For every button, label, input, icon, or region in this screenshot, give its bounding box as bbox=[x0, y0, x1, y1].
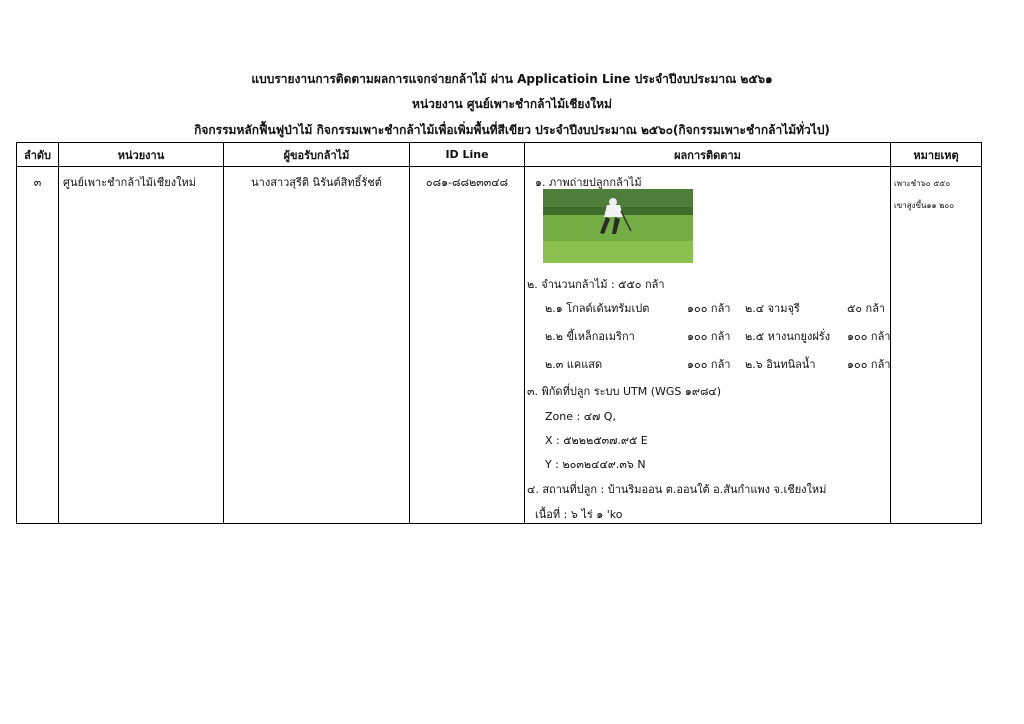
col-header-id-line: ID Line bbox=[410, 143, 525, 167]
utm-x: X : ๕๒๒๒๕๓๗.๙๕ E bbox=[545, 434, 648, 447]
item-name-1: ๒.๑ โกลด์เด้นทรัมเปต bbox=[545, 302, 650, 315]
remark-line-1: เพาะชำ๖๐ ๕๕๐ bbox=[894, 179, 951, 188]
photo-label: ๑. ภาพถ่ายปลูกกล้าไม้ bbox=[535, 176, 642, 189]
row-number: ๓ bbox=[33, 176, 42, 189]
cell-no bbox=[17, 167, 59, 524]
col-header-result: ผลการติดตาม bbox=[525, 143, 891, 167]
col-header-requester: ผู้ขอรับกล้าไม้ bbox=[224, 143, 410, 167]
cell-agency bbox=[59, 167, 224, 524]
cell-result bbox=[525, 167, 891, 524]
seedling-count: ๒. จำนวนกล้าไม้ : ๕๕๐ กล้า bbox=[527, 278, 665, 291]
col-header-agency: หน่วยงาน bbox=[59, 143, 224, 167]
report-table bbox=[16, 142, 982, 524]
planting-area: เนื้อที่ : ๖ ไร่ ๑ 'ko bbox=[535, 508, 623, 521]
requester-name: นางสาวสุรีติ นิรันต์สิทธิ์รัชต์ bbox=[251, 176, 382, 189]
report-title: แบบรายงานการติดตามผลการแจกจ่ายกล้าไม้ ผ่าน Applicatioin Line ประจำปีงบประมาณ ๒๕๖๑ bbox=[251, 72, 773, 86]
item-qty-6: ๑๐๐ กล้า bbox=[847, 358, 891, 371]
planting-photo bbox=[543, 189, 693, 263]
item-qty-4: ๕๐ กล้า bbox=[847, 302, 886, 315]
item-name-5: ๒.๕ หางนกยูงฝรั่ง bbox=[745, 330, 831, 343]
remark-line-2: เขาสูงขึ้น๑๑ ๒๐๐ bbox=[894, 201, 955, 210]
planting-photo-illustration bbox=[543, 189, 693, 263]
activity-heading: กิจกรรมหลักฟื้นฟูป่าไม้ กิจกรรมเพาะชำกล้าไม้เพื่อเพิ่มพื้นที่สีเขียว ประจำปีงบประมาณ ๒๕๖๐(กิจกรรมเพาะชำกล้าไม้ทั่วไป) bbox=[194, 123, 830, 137]
agency-heading: หน่วยงาน ศูนย์เพาะชำกล้าไม้เชียงใหม่ bbox=[412, 97, 612, 111]
agency-name: ศูนย์เพาะชำกล้าไม้เชียงใหม่ bbox=[63, 176, 196, 189]
planting-place: ๔. สถานที่ปลูก : บ้านริมออน ต.ออนใต้ อ.สันกำแพง จ.เชียงใหม่ bbox=[527, 483, 827, 496]
item-qty-3: ๑๐๐ กล้า bbox=[687, 358, 731, 371]
remark-block bbox=[891, 167, 981, 217]
item-name-6: ๒.๖ อินทนิลน้ำ bbox=[745, 358, 816, 371]
header-row bbox=[17, 143, 982, 167]
coordinates-label: ๓. พิกัดที่ปลูก ระบบ UTM (WGS ๑๙๘๔) bbox=[527, 385, 722, 398]
cell-remark bbox=[891, 167, 982, 524]
col-header-remark: หมายเหตุ bbox=[891, 143, 982, 167]
item-name-2: ๒.๒ ขี้เหล็กอเมริกา bbox=[545, 330, 635, 343]
utm-zone: Zone : ๔๗ Q, bbox=[545, 410, 616, 423]
col-header-no: ลำดับ bbox=[17, 143, 59, 167]
result-block bbox=[525, 167, 890, 523]
item-qty-1: ๑๐๐ กล้า bbox=[687, 302, 731, 315]
table-row bbox=[17, 167, 982, 524]
utm-y: Y : ๒๐๓๒๔๔๙.๓๖ N bbox=[545, 458, 646, 471]
cell-id-line bbox=[410, 167, 525, 524]
item-name-4: ๒.๔ จามจุรี bbox=[745, 302, 800, 315]
id-line-value: ๐๘๑-๘๘๒๓๓๔๘ bbox=[425, 176, 509, 189]
item-name-3: ๒.๓ แคแสด bbox=[545, 358, 603, 371]
item-qty-5: ๑๐๐ กล้า bbox=[847, 330, 891, 343]
cell-requester bbox=[224, 167, 410, 524]
item-qty-2: ๑๐๐ กล้า bbox=[687, 330, 731, 343]
